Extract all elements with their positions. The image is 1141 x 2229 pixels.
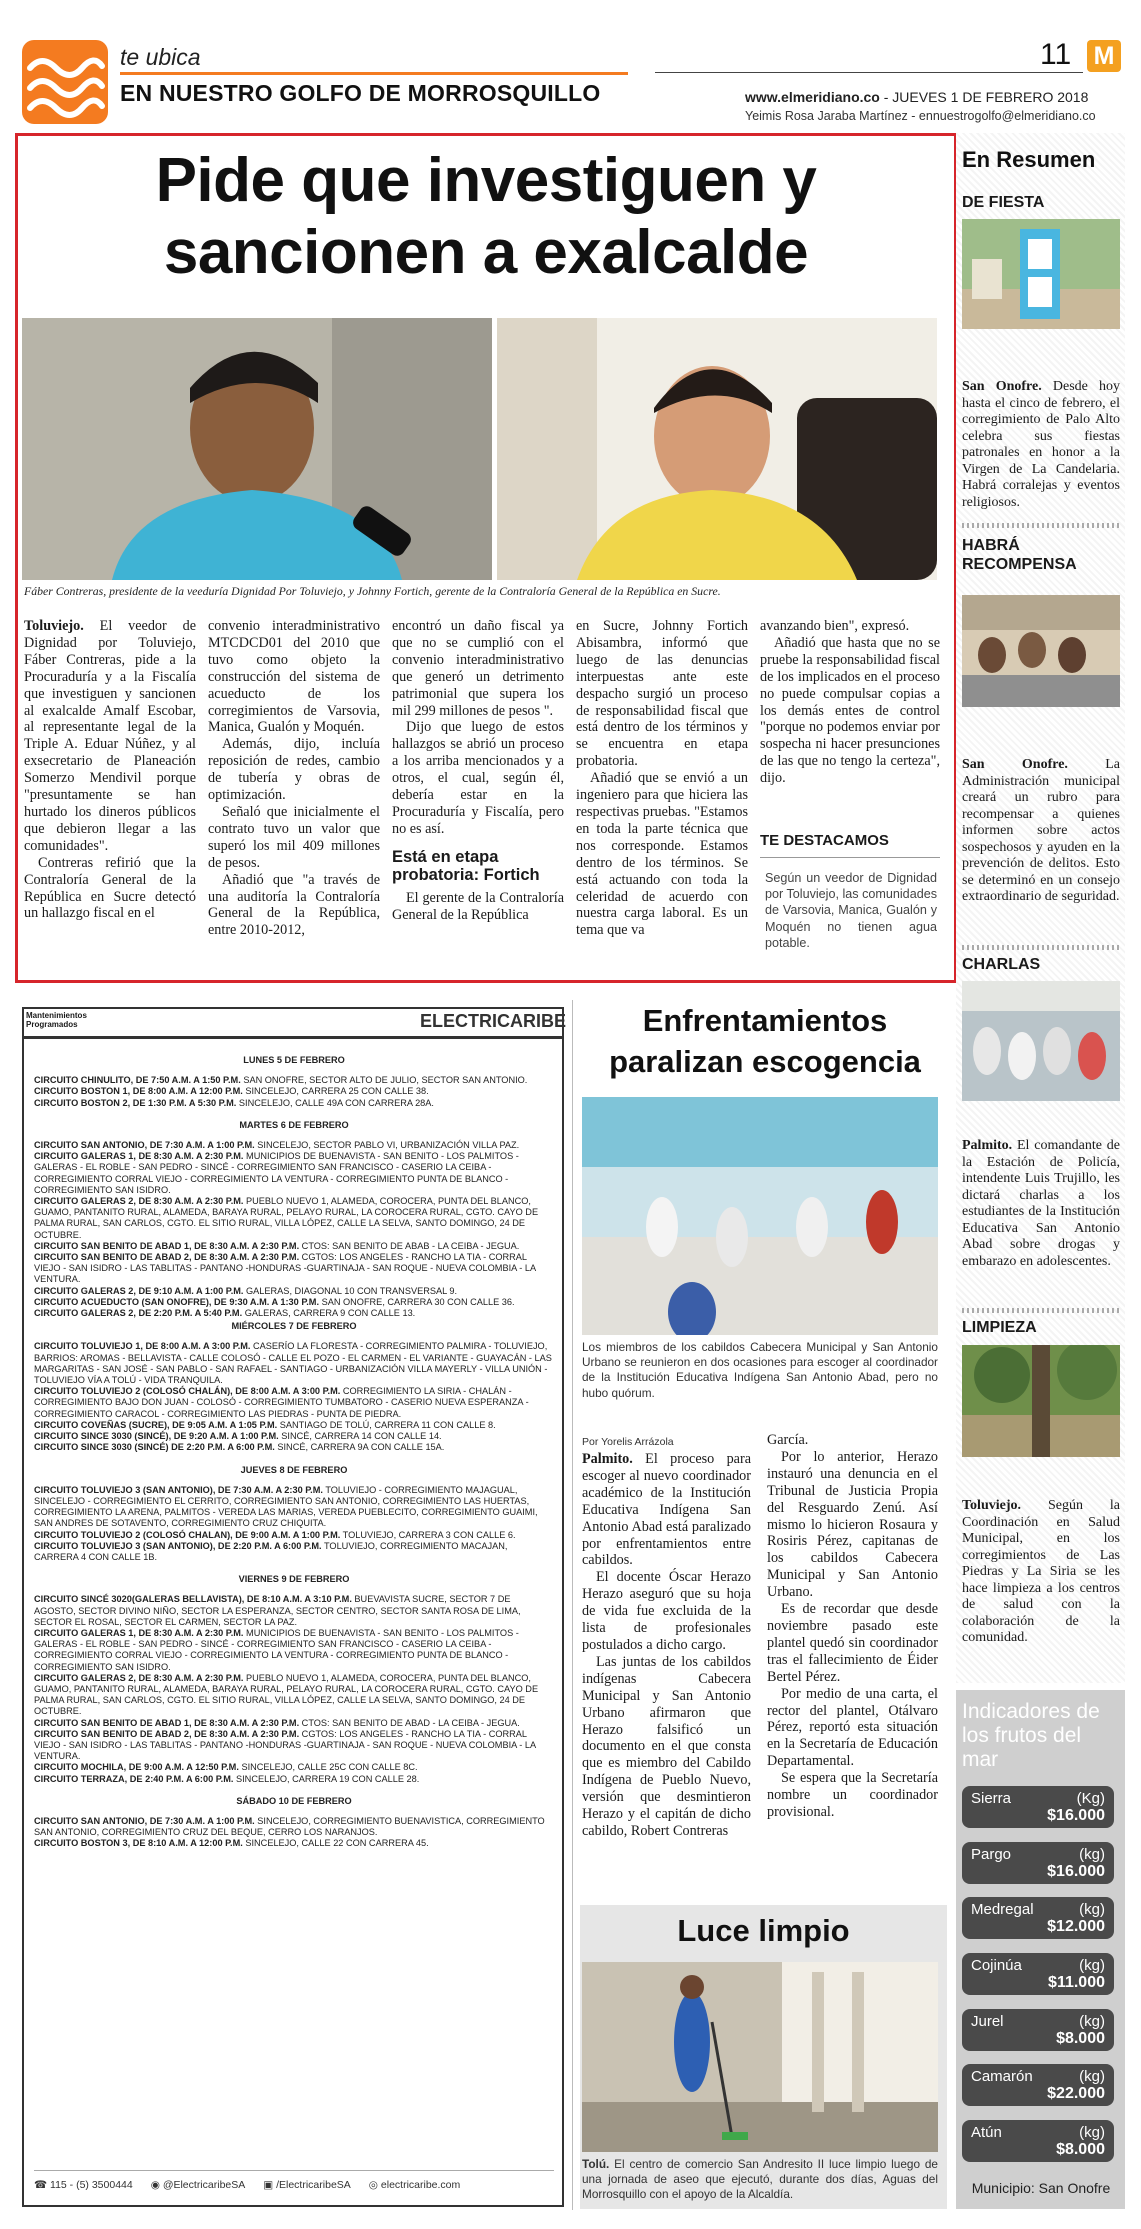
person-photo-icon xyxy=(22,318,492,580)
schedule-item: CIRCUITO COVEÑAS (SUCRE), DE 9:05 A.M. A 1:05 P.M. SANTIAGO DE TOLÚ, CARRERA 11 CON CALLE 8. xyxy=(34,1419,496,1430)
price-row-medregal: Medregal (kg) $12.000 xyxy=(962,1897,1114,1939)
main-headline-line2: sancionen a exalcalde xyxy=(163,218,809,287)
photo-recompensa xyxy=(962,595,1120,707)
schedule-item: CIRCUITO SINCÉ 3020(GALERAS BELLAVISTA), DE 8:10 A.M. A 3:10 P.M. BUEVAVISTA SUCRE, SECTOR 7 DE AGOSTO, SECTOR DIVINO NIÑO, SECTOR LA ESPERANZA, SECTOR CENTRO, SECTOR SANTA ROSA DE LIMA, SECTOR EL ROSAL, SECTOR EL CARMEN, SECTOR LA PAZ. xyxy=(34,1594,521,1627)
main-headline xyxy=(30,145,942,289)
schedule-item: CIRCUITO SAN BENITO DE ABAD 1, DE 8:30 A.M. A 2:30 P.M. CTOS: SAN BENITO DE ABAD - LA CEIBA - JEGUA. xyxy=(34,1717,520,1728)
schedule-item: CIRCUITO GALERAS 1, DE 8:30 A.M. A 2:30 P.M. MUNICIPIOS DE BUENAVISTA - SAN BENITO - LOS PALMITOS - GALERAS - EL ROBLE - SAN PEDRO - SINCÉ - CORREGIMIENTO SAN FRANCISCO - CASERIO LA CEIBA - CORREGIMIENTO CORRAL VIEJO - CORREGIMIENTO LA VENTURA - CORREGIMIENTO PUNTA DE BLANCO - CORREGIMIENTO SAN ISIDRO. xyxy=(34,1151,519,1195)
sidebar-text-limpieza: Toluviejo. Según la Coordinación en Salud Municipal, en los corregimientos de Las Piedras y La Siria se les hace limpieza a los centros de salud con la colaboración de la comunidad. xyxy=(962,1498,1120,1645)
schedule-day: MARTES 6 DE FEBRERO CIRCUITO SAN ANTONIO, DE 7:30 A.M. A 1:00 P.M. SINCELEJO, SECTOR PABLO VI, URBANIZACIÓN VILLA PAZ. CIRCUITO GALERAS 1, DE 8:30 A.M. A 2:30 P.M. MUNICIPIOS DE BUENAVISTA - SAN BENITO - LOS PALMITOS - GALERAS - EL ROBLE - SAN PEDRO - SINCÉ - CORREGIMIENTO SAN FRANCISCO - CASERIO LA CEIBA - CORREGIMIENTO CORRAL VIEJO - CORREGIMIENTO LA VENTURA - CORREGIMIENTO PUNTA DE BLANCO - CORREGIMIENTO SAN ISIDRO. CIRCUITO GALERAS 2, DE 8:30 A.M. A 2:30 P.M. PUEBLO NUEVO 1, ALAMEDA, COROCERA, PUNTA DEL BLANCO, GUAMO, PANTANITO RURAL, ALAMEDA, BARAYA RURAL, PELAYO RURAL, LA COROCERA RURAL, CGTO. CAYO DE PALMA RURAL, SAN CARLOS, CGTO. EL SITIO RURAL, VILLA LÓPEZ, CALLE LA SELVA, SANTO DOMINGO, 24 DE OCTUBRE. CIRCUITO SAN BENITO DE ABAD 1, DE 8:30 A.M. A 2:30 P.M. CTOS: SAN BENITO DE ABAB - LA CEIBA - JEGUA. CIRCUITO SAN BENITO DE ABAD 2, DE 8:30 A.M. A 2:30 P.M. CGTOS: LOS ANGELES - RANCHO LA TIA - CORRAL VIEJO - SAN ISIDRO - LAS TABLITAS - PANTANO -HONDURAS -GUARTINAJA - SAN ROQUE - NUEVA COLOMBIA - LA VENTURA. CIRCUITO GALERAS 2, DE 9:10 A.M. A 1:00 P.M. GALERAS, DIAGONAL 10 CON TRANSVERSAL 9. CIRCUITO ACUEDUCTO (SAN ONOFRE), DE 9:30 A.M. A 1:30 P.M. SAN ONOFRE, CARRERA 30 CON CALLE 36. CIRCUITO GALERAS 2, DE 2:20 P.M. A 5:40 P.M. GALERAS, CARRERA 9 CON CALLE 13. xyxy=(34,1120,554,1319)
publication-date: - JUEVES 1 DE FEBRERO 2018 xyxy=(879,89,1089,105)
globe-icon: ◎ xyxy=(368,2178,378,2191)
brand-mark-icon: M xyxy=(1087,40,1121,72)
sidebar-head-fiesta: DE FIESTA xyxy=(962,194,1045,211)
te-destacamos-heading: TE DESTACAMOS xyxy=(760,832,889,849)
photo-enfrentamientos xyxy=(582,1097,938,1335)
photo-luce-limpio xyxy=(582,1962,938,2152)
story3-caption: Tolú. El centro de comercio San Andresito II luce limpio luego de una jornada de aseo que ejecutó, durante dos días, Aguas del Morrosquillo con el apoyo de la Alcaldía. xyxy=(582,2157,938,2201)
main-column-4: en Sucre, Johnny Fortich Abisambra, informó que luego de las denuncias interpuestas ante este despacho surgió un proceso de responsabilidad fiscal que está dentro de los términos y se encuentra en etapa probatoria. Añadió que se envió a un ingeniero para que hiciera las respectivas pruebas. "Estamos en toda la parte técnica que nos corresponde. Estamos dentro de los términos. Se está actuando con toda la celeridad de acuerdo con nuestra carga laboral. Es un tema que va xyxy=(576,618,748,939)
facebook-link[interactable]: ▣ /ElectricaribeSA xyxy=(263,2178,351,2191)
schedule-day: JUEVES 8 DE FEBRERO CIRCUITO TOLUVIEJO 3 (SAN ANTONIO), DE 7:30 A.M. A 2:30 P.M. TOLUVIEJO - CORREGIMIENTO MAJAGUAL, SINCELEJO - CORREGIMIENTO EL CERRITO, CORREGIMIENTO SAN ANTONIO, CORREGIMIENTO LAS HUERTAS, CORREGIMIENTO LA ARENA, PALMITOS - VEREDA LAS MARIAS, VEREDA PUEBLECITO, CORREGIMIENTO GUAIMI, SAN ANDRES DE SOTAVENTO, CORREGIMIENTO CRUZ CHIQUITA. CIRCUITO TOLUVIEJO 2 (COLOSÓ CHALAN), DE 9:00 A.M. A 1:00 P.M. TOLUVIEJO, CARRERA 3 CON CALLE 6. CIRCUITO TOLUVIEJO 3 (SAN ANTONIO), DE 2:20 P.M. A 6:00 P.M. TOLUVIEJO, CORREGIMIENTO MACAJAN, CARRERA 4 CON CALLE 1B. xyxy=(34,1465,554,1564)
classroom-photo-icon xyxy=(582,1097,938,1335)
main-column-3: encontró un daño fiscal ya que no se cumplió con el convenio interadministrativo que generó un detrimento patrimonial que supera los mil 299 millones de pesos ". Dijo que luego de estos hallazgos se abrió un proceso a los arriba mencionados y a otros, el cual, según él, debería estar en la Procuraduría y Fiscalía, pero no es así. Está en etapa probatoria: Fortich El gerente de la Contraloría General de la República xyxy=(392,618,564,923)
schedule-item: CIRCUITO BOSTON 3, DE 8:10 A.M. A 12:00 P.M. SINCELEJO, CALLE 22 CON CARRERA 45. xyxy=(34,1838,429,1849)
photo-fiesta xyxy=(962,219,1120,329)
sidebar-title: En Resumen xyxy=(962,147,1096,172)
photo-limpieza xyxy=(962,1345,1120,1457)
sidebar-text-charlas: Palmito. El comandante de la Estación de Policía, intendente Luis Trujillo, les dictará charlas a los estudiantes de la Institución Educativa San Antonio Abad sobre drogas y embarazo en adolescentes. xyxy=(962,1138,1120,1269)
header-rule xyxy=(120,72,628,75)
schedule-item: CIRCUITO TOLUVIEJO 2 (COLOSÓ CHALAN), DE 9:00 A.M. A 1:00 P.M. TOLUVIEJO, CARRERA 3 CON CALLE 6. xyxy=(34,1529,516,1540)
story2-column-1: Palmito. El proceso para escoger al nuevo coordinador académico de la Institución Educativa Indígena San Antonio Abad está paralizado por enfrentamientos entre cabildos. El docente Óscar Herazo Herazo aseguró que su hoja de vida fue excluida de la lista de profesionales postulados a dicho cargo. Las juntas de los cabildos indígenas Cabecera Municipal y San Antonio Urbano afirmaron que Herazo falsificó un documento en el que consta que es miembro del Cabildo Indígena de Pueblo Nuevo, versión que desmintieron Herazo y el capitán de dicho cabildo, Robert Contreras xyxy=(582,1451,751,1839)
te-destacamos-text: Según un veedor de Dignidad por Toluviejo, las comunidades de Varsovia, Manica, Gualón y Moquén no tienen agua potable. xyxy=(765,871,937,950)
price-row-cojinua: Cojinúa (kg) $11.000 xyxy=(962,1953,1114,1995)
story3-headline: Luce limpio xyxy=(677,1913,850,1948)
main-photo-caption: Fáber Contreras, presidente de la veeduría Dignidad Por Toluviejo, y Johnny Fortich, gerente de la Contraloría General de la República en Sucre. xyxy=(24,584,721,598)
price-row-jurel: Jurel (kg) $8.000 xyxy=(962,2009,1114,2051)
story2-byline: Por Yorelis Arrázola xyxy=(582,1436,674,1448)
phone-icon: ☎ xyxy=(34,2178,48,2191)
sidebar-head-recompensa: HABRÁ RECOMPENSA xyxy=(962,537,1077,573)
schedule-item: CIRCUITO GALERAS 2, DE 8:30 A.M. A 2:30 P.M. PUEBLO NUEVO 1, ALAMEDA, COROCERA, PUNTA DEL BLANCO, GUAMO, PANTANITO RURAL, ALAMEDA, BARAYA RURAL, PELAYO RURAL, LA COROCERA RURAL, CGTO. CAYO DE PALMA RURAL, SAN CARLOS, CGTO. EL SITIO RURAL, VILLA LÓPEZ, CALLE LA SELVA, SANTO DOMINGO, 24 DE OCTUBRE. xyxy=(34,1672,539,1717)
web-link[interactable]: ◎ electricaribe.com xyxy=(368,2178,461,2191)
sidebar-head-charlas: CHARLAS xyxy=(962,956,1041,973)
section-tag: te ubica xyxy=(120,44,201,70)
meeting-photo-icon xyxy=(962,595,1120,707)
price-row-pargo: Pargo (kg) $16.000 xyxy=(962,1842,1114,1884)
schedule-item: CIRCUITO SAN ANTONIO, DE 7:30 A.M. A 1:00 P.M. SINCELEJO, CORREGIMIENTO BUENAVISTICA, CORREGIMIENTO SAN ANTONIO, CORREGIMIENTO CRUZ DEL BEQUE, CERRO LOS NARANJOS. xyxy=(34,1815,545,1838)
byline-editor: Yeimis Rosa Jaraba Martínez - ennuestrogolfo@elmeridiano.co xyxy=(745,109,1096,123)
sidebar-text-recompensa: San Onofre. La Administración municipal creará un rubro para recompensar a quienes informen sobre actos sospechosos y ayuden en la prevención de delitos. Esto se determinó en un consejo extraordinario de seguridad. xyxy=(962,757,1120,904)
festival-photo-icon xyxy=(962,219,1120,329)
ad-label: Mantenimientos Programados xyxy=(26,1011,87,1029)
photo-faber-contreras xyxy=(22,318,492,580)
section-title: EN NUESTRO GOLFO DE MORROSQUILLO xyxy=(120,80,601,106)
twitter-icon: ◉ xyxy=(150,2178,160,2191)
price-row-camaron: Camarón (kg) $22.000 xyxy=(962,2064,1114,2106)
main-headline-line1: Pide que investiguen y xyxy=(155,146,817,215)
schedule-item: CIRCUITO BOSTON 1, DE 8:00 A.M. A 12:00 P.M. SINCELEJO, CARRERA 25 CON CALLE 38. xyxy=(34,1086,429,1097)
facebook-icon: ▣ xyxy=(263,2178,274,2191)
ad-rule xyxy=(24,1036,562,1039)
story2-caption: Los miembros de los cabildos Cabecera Municipal y San Antonio Urbano se reunieron en dos ocasiones para escoger al coordinador de la Institución Educativa Indígena San Antonio Abad, pero no hubo quórum. xyxy=(582,1340,938,1400)
indicadores-footer: Municipio: San Onofre xyxy=(971,2180,1111,2196)
schedule-item: CIRCUITO SAN BENITO DE ABAD 1, DE 8:30 A.M. A 2:30 P.M. CTOS: SAN BENITO DE ABAB - LA CEIBA - JEGUA. xyxy=(34,1240,520,1251)
indicadores-title: Indicadores de los frutos del mar xyxy=(962,1700,1100,1771)
schedule-item: CIRCUITO TOLUVIEJO 3 (SAN ANTONIO), DE 7:30 A.M. A 2:30 P.M. TOLUVIEJO - CORREGIMIENTO MAJAGUAL, SINCELEJO - CORREGIMIENTO EL CERRITO, CORREGIMIENTO SAN ANTONIO, CORREGIMIENTO LAS HUERTAS, CORREGIMIENTO LA ARENA, PALMITOS - VEREDA LAS MARIAS, VEREDA PUEBLECITO, CORREGIMIENTO GUAIMI, SAN ANDRES DE SOTAVENTO, CORREGIMIENTO CRUZ CHIQUITA. xyxy=(34,1484,538,1529)
schedule-item: CIRCUITO MOCHILA, DE 9:00 A.M. A 12:50 P.M. SINCELEJO, CALLE 25C CON CALLE 8C. xyxy=(34,1762,418,1773)
schedule-item: CIRCUITO TOLUVIEJO 3 (SAN ANTONIO), DE 2:20 P.M. A 6:00 P.M. TOLUVIEJO, CORREGIMIENTO MACAJAN, CARRERA 4 CON CALLE 1B. xyxy=(34,1540,508,1562)
page-rule xyxy=(655,72,1083,73)
schedule-item: CIRCUITO SAN BENITO DE ABAD 2, DE 8:30 A.M. A 2:30 P.M. CGTOS: LOS ANGELES - RANCHO LA TIA - CORRAL VIEJO - SAN ISIDRO - LAS TABLITAS - PANTANO -HONDURAS -GUARTINAJA - SAN ROQUE - NUEVA COLOMBIA - LA VENTURA. xyxy=(34,1728,536,1762)
schedule-item: CIRCUITO SAN BENITO DE ABAD 2, DE 8:30 A.M. A 2:30 P.M. CGTOS: LOS ANGELES - RANCHO LA TIA - CORRAL VIEJO - SAN ISIDRO - LAS TABLITAS - PANTANO -HONDURAS -GUARTINAJA - SAN ROQUE - NUEVA COLOMBIA - LA VENTURA. xyxy=(34,1252,536,1285)
schedule-item: CIRCUITO ACUEDUCTO (SAN ONOFRE), DE 9:30 A.M. A 1:30 P.M. SAN ONOFRE, CARRERA 30 CON CALLE 36. xyxy=(34,1296,515,1307)
schedule-item: CIRCUITO SINCE 3030 (SINCÉ), DE 9:20 A.M. A 1:00 P.M. SINCÉ, CARRERA 14 CON CALLE 14. xyxy=(34,1431,442,1442)
schedule-item: CIRCUITO SAN ANTONIO, DE 7:30 A.M. A 1:00 P.M. SINCELEJO, SECTOR PABLO VI, URBANIZACIÓN VILLA PAZ. xyxy=(34,1140,520,1151)
column-rule xyxy=(572,1000,573,2210)
story2-headline: Enfrentamientos paralizan escogencia xyxy=(609,1003,921,1079)
photo-charlas xyxy=(962,981,1120,1101)
schedule-item: CIRCUITO GALERAS 2, DE 9:10 A.M. A 1:00 P.M. GALERAS, DIAGONAL 10 CON TRANSVERSAL 9. xyxy=(34,1285,458,1296)
website-link[interactable]: www.elmeridiano.co xyxy=(745,89,880,105)
te-destacamos-heading-box xyxy=(760,832,940,858)
schedule-day: VIERNES 9 DE FEBRERO CIRCUITO SINCÉ 3020(GALERAS BELLAVISTA), DE 8:10 A.M. A 3:10 P.M. BUEVAVISTA SUCRE, SECTOR 7 DE AGOSTO, SECTOR DIVINO NIÑO, SECTOR LA ESPERANZA, SECTOR CENTRO, SECTOR SANTA ROSA DE LIMA, SECTOR EL ROSAL, SECTOR EL CARMEN, SECTOR LA PAZ. CIRCUITO GALERAS 1, DE 8:30 A.M. A 2:30 P.M. MUNICIPIOS DE BUENAVISTA - SAN BENITO - LOS PALMITOS - GALERAS - EL ROBLE - SAN PEDRO - SINCÉ - CORREGIMIENTO SAN FRANCISCO - CASERIO LA CEIBA - CORREGIMIENTO CORRAL VIEJO - CORREGIMIENTO LA VENTURA - CORREGIMIENTO PUNTA DE BLANCO - CORREGIMIENTO SAN ISIDRO. CIRCUITO GALERAS 2, DE 8:30 A.M. A 2:30 P.M. PUEBLO NUEVO 1, ALAMEDA, COROCERA, PUNTA DEL BLANCO, GUAMO, PANTANITO RURAL, ALAMEDA, BARAYA RURAL, PELAYO RURAL, LA COROCERA RURAL, CGTO. CAYO DE PALMA RURAL, SAN CARLOS, CGTO. EL SITIO RURAL, VILLA LÓPEZ, CALLE LA SELVA, SANTO DOMINGO, 24 DE OCTUBRE. CIRCUITO SAN BENITO DE ABAD 1, DE 8:30 A.M. A 2:30 P.M. CTOS: SAN BENITO DE ABAD - LA CEIBA - JEGUA. CIRCUITO SAN BENITO DE ABAD 2, DE 8:30 A.M. A 2:30 P.M. CGTOS: LOS ANGELES - RANCHO LA TIA - CORRAL VIEJO - SAN ISIDRO - LAS TABLITAS - PANTANO -HONDURAS -GUARTINAJA - SAN ROQUE - NUEVA COLOMBIA - LA VENTURA. CIRCUITO MOCHILA, DE 9:00 A.M. A 12:50 P.M. SINCELEJO, CALLE 25C CON CALLE 8C. CIRCUITO TERRAZA, DE 2:40 P.M. A 6:00 P.M. SINCELEJO, CARRERA 19 CON CALLE 28. xyxy=(34,1574,554,1785)
schedule-item: CIRCUITO CHINULITO, DE 7:50 A.M. A 1:50 P.M. SAN ONOFRE, SECTOR ALTO DE JULIO, SECTOR SAN ANTONIO. xyxy=(34,1075,528,1086)
wave-logo-icon xyxy=(22,40,108,124)
sidebar-en-resumen xyxy=(962,133,1120,1683)
ad-brand: ELECTRICARIBE xyxy=(420,1011,567,1031)
story2-column-2: García. Por lo anterior, Herazo instauró una denuncia en el Tribunal de Justicia Propia del Resguardo Zenú. Así mismo lo hicieron Rosaura y Rosiris Pérez, capitanas de los cabildos Cabecera Municipal y San Antonio Urbano. Es de recordar que desde noviembre pasado este plantel quedó sin coordinador tras el fallecimiento de Éider Bertel Pérez. Por medio de una carta, el rector del plantel, Otálvaro Pérez, reportó esta situación en la Secretaría de Educación Departamental. Se espera que la Secretaría nombre un coordinador provisional. xyxy=(767,1432,938,1820)
main-column-2: convenio interadministrativo MTCDCD01 del 2010 que tuvo como objeto la construcción del sistema de acueducto de los corregimientos de Varsovia, Manica, Gualón y Moquén. Además, dijo, incluía reposición de redes, cambio de tubería y obras de optimización. Señaló que inicialmente el contrato tuvo un valor que superó los mil 409 millones de pesos. Añadió que "a través de una auditoría la Contraloría General de la República, entre 2010-2012, xyxy=(208,618,380,939)
schedule-item: CIRCUITO SINCE 3030 (SINCÉ) DE 2:20 P.M. A 6:00 P.M. SINCÉ, CARRERA 9A CON CALLE 15A. xyxy=(34,1442,445,1453)
schedule-item: CIRCUITO GALERAS 2, DE 8:30 A.M. A 2:30 P.M. PUEBLO NUEVO 1, ALAMEDA, COROCERA, PUNTA DEL BLANCO, GUAMO, PANTANITO RURAL, ALAMEDA, BARAYA RURAL, PELAYO RURAL, LA COROCERA RURAL, CGTO. CAYO DE PALMA RURAL, SAN CARLOS, CGTO. EL SITIO RURAL, VILLA LÓPEZ, CALLE LA SELVA, SANTO DOMINGO, 24 DE OCTUBRE. xyxy=(34,1196,539,1240)
phone-contact[interactable]: ☎ 115 - (5) 3500444 xyxy=(34,2178,133,2191)
schedule-day: SÁBADO 10 DE FEBRERO CIRCUITO SAN ANTONIO, DE 7:30 A.M. A 1:00 P.M. SINCELEJO, CORREGIMIENTO BUENAVISTICA, CORREGIMIENTO SAN ANTONIO, CORREGIMIENTO CRUZ DEL BEQUE, CERRO LOS NARANJOS. CIRCUITO BOSTON 3, DE 8:10 A.M. A 12:00 P.M. SINCELEJO, CALLE 22 CON CARRERA 45. xyxy=(34,1796,554,1850)
maintenance-schedule xyxy=(34,1044,554,1850)
header-dateline xyxy=(745,89,1088,105)
price-row-sierra: Sierra (Kg) $16.000 xyxy=(962,1786,1114,1828)
price-row-atun: Atún (kg) $8.000 xyxy=(962,2120,1114,2162)
sidebar-head-limpieza: LIMPIEZA xyxy=(962,1319,1037,1336)
students-photo-icon xyxy=(962,981,1120,1101)
schedule-item: CIRCUITO GALERAS 1, DE 8:30 A.M. A 2:30 P.M. MUNICIPIOS DE BUENAVISTA - SAN BENITO - LOS PALMITOS - GALERAS - EL ROBLE - SAN PEDRO - SINCÉ - CORREGIMIENTO SAN FRANCISCO - CASERIO LA CEIBA - CORREGIMIENTO CORRAL VIEJO - CORREGIMIENTO LA VENTURA - CORREGIMIENTO PUNTA DE BLANCO - CORREGIMIENTO SAN ISIDRO. xyxy=(34,1627,519,1672)
main-subheading: Está en etapa probatoria: Fortich xyxy=(392,847,540,884)
schedule-day: LUNES 5 DE FEBRERO CIRCUITO CHINULITO, DE 7:50 A.M. A 1:50 P.M. SAN ONOFRE, SECTOR ALTO DE JULIO, SECTOR SAN ANTONIO. CIRCUITO BOSTON 1, DE 8:00 A.M. A 12:00 P.M. SINCELEJO, CARRERA 25 CON CALLE 38. CIRCUITO BOSTON 2, DE 1:30 P.M. A 5:30 P.M. SINCELEJO, CALLE 49A CON CARRERA 28A. xyxy=(34,1055,554,1109)
main-column-5: avanzando bien", expresó. Añadió que hasta que no se pruebe la responsabilidad fiscal de los implicados en el proceso no puede compulsar copias a los demás entes de control "porque no podemos enviar por sospecha ni hacer presunciones de las que no tengo la certeza", dijo. xyxy=(760,618,940,787)
schedule-item: CIRCUITO TERRAZA, DE 2:40 P.M. A 6:00 P.M. SINCELEJO, CARRERA 19 CON CALLE 28. xyxy=(34,1773,420,1784)
ad-footer xyxy=(34,2170,554,2194)
schedule-item: CIRCUITO GALERAS 2, DE 2:20 P.M. A 5:40 P.M. GALERAS, CARRERA 9 CON CALLE 13. xyxy=(34,1308,416,1319)
dateline-toluviejo: Toluviejo. xyxy=(24,618,84,634)
main-column-1: Toluviejo. El veedor de Dignidad por Toluviejo, Fáber Contreras, pide a la Procuraduría y a la Fiscalía que investiguen y sancionen al exalcalde Amalf Escobar, al representante legal de la Triple A. Eduar Núñez, y al exsecretario de Planeación Somerzo Mendivil porque "presuntamente se han hurtado los dineros públicos que debieron llegar a las comunidades". Contreras refirió que la Contraloría General de la República en Sucre detectó un hallazgo fiscal en el xyxy=(24,618,196,922)
photo-johnny-fortich xyxy=(497,318,937,580)
cleaning-photo-icon xyxy=(962,1345,1120,1457)
schedule-day: MIÉRCOLES 7 DE FEBRERO CIRCUITO TOLUVIEJO 1, DE 8:00 A.M. A 3:00 P.M. CASERÍO LA FLORESTA - CORREGIMIENTO PALMIRA - TOLUVIEJO, BARRIOS: AROMAS - BELLAVISTA - CALLE COLOSÓ - CALLE EL POZO - EL CARMEN - EL VARIANTE - GUAYACÁN - LAS MARGARITAS - SAN JOSÉ - SAN PABLO - SAN RAFAEL - SANTIAGO - URBANIZACIÓN VILLA MAYERLY - VILLA UNIÓN - TOLUVIEJO VÍA A TOLÚ - VIDA TRANQUILA. CIRCUITO TOLUVIEJO 2 (COLOSÓ CHALÁN), DE 8:00 A.M. A 3:00 P.M. CORREGIMIENTO LA SIRIA - CHALÁN - CORREGIMIENTO BAJO DON JUAN - COLOSÓ - CORREGIMIENTO TUMBATORO - CASERIO NUEVA ESPERANZA - CORREGIMIENTO CARACOL - CORREGIMIENTO LAS PIEDRAS - PUNTA DE PIEDRA. CIRCUITO COVEÑAS (SUCRE), DE 9:05 A.M. A 1:05 P.M. SANTIAGO DE TOLÚ, CARRERA 11 CON CALLE 8. CIRCUITO SINCE 3030 (SINCÉ), DE 9:20 A.M. A 1:00 P.M. SINCÉ, CARRERA 14 CON CALLE 14. CIRCUITO SINCE 3030 (SINCÉ) DE 2:20 P.M. A 6:00 P.M. SINCÉ, CARRERA 9A CON CALLE 15A. xyxy=(34,1321,554,1453)
person-photo-icon xyxy=(497,318,937,580)
sidebar-text-fiesta: San Onofre. Desde hoy hasta el cinco de febrero, el corregimiento de Palo Alto celebra sus fiestas patronales en honor a la Virgen de La Candelaria. Habrá corralejas y eventos religiosos. xyxy=(962,379,1120,510)
page-number: 11 xyxy=(1040,38,1072,71)
schedule-item: CIRCUITO TOLUVIEJO 1, DE 8:00 A.M. A 3:00 P.M. CASERÍO LA FLORESTA - CORREGIMIENTO PALMIRA - TOLUVIEJO, BARRIOS: AROMAS - BELLAVISTA - CALLE COLOSÓ - CALLE EL POZO - EL CARMEN - EL VARIANTE - GUAYACÁN - LAS MARGARITAS - SAN JOSÉ - SAN PABLO - SAN RAFAEL - SANTIAGO - URBANIZACIÓN VILLA MAYERLY - VILLA UNIÓN - TOLUVIEJO VÍA A TOLÚ - VIDA TRANQUILA. xyxy=(34,1341,552,1386)
twitter-link[interactable]: ◉ @ElectricaribeSA xyxy=(150,2178,246,2191)
schedule-item: CIRCUITO BOSTON 2, DE 1:30 P.M. A 5:30 P.M. SINCELEJO, CALLE 49A CON CARRERA 28A. xyxy=(34,1097,434,1108)
schedule-item: CIRCUITO TOLUVIEJO 2 (COLOSÓ CHALÁN), DE 8:00 A.M. A 3:00 P.M. CORREGIMIENTO LA SIRIA - CHALÁN - CORREGIMIENTO BAJO DON JUAN - COLOSÓ - CORREGIMIENTO TUMBATORO - CASERIO NUEVA ESPERANZA - CORREGIMIENTO CARACOL - CORREGIMIENTO LAS PIEDRAS - PUNTA DE PIEDRA. xyxy=(34,1386,529,1419)
sweeping-photo-icon xyxy=(582,1962,938,2152)
